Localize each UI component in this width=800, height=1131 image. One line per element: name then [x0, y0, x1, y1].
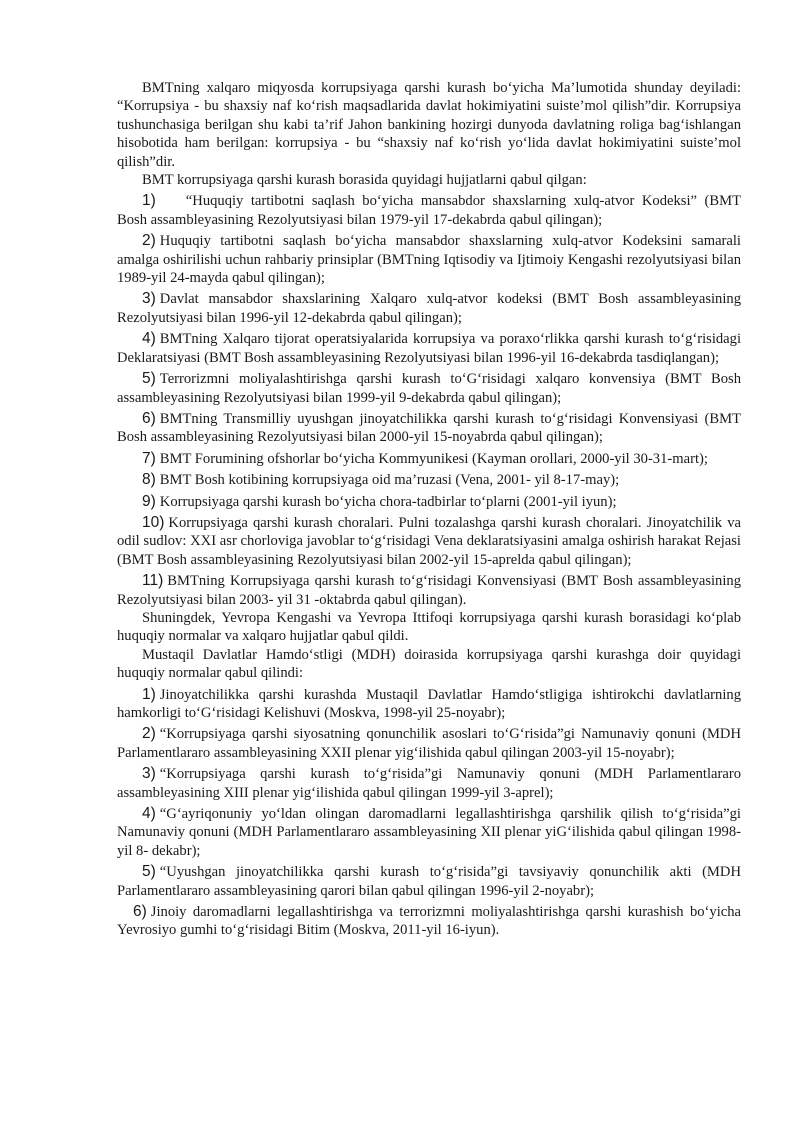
- item-number: 1): [142, 685, 156, 703]
- intro-paragraph-un-list-lead: BMT korrupsiyaga qarshi kurash borasida quyidagi hujjatlarni qabul qilgan:: [142, 172, 587, 189]
- item-text: BMT Bosh kotibining korrupsiyaga oid ma’ruzasi (Vena, 2001- yil 8-17-may);: [159, 472, 620, 489]
- item-number: 7): [142, 449, 156, 467]
- un-document-item: [117, 450, 741, 468]
- paragraph-europe: Shuningdek, Yevropa Kengashi va Yevropa Ittifoqi korrupsiyaga qarshi kurash borasidagi ko‘plab huquqiy normalar va xalqaro hujjatlar qabul qildi.: [117, 609, 741, 645]
- cis-document-item: [117, 903, 741, 940]
- cis-document-item: [117, 805, 741, 860]
- item-text: “G‘ayriqonuniy yo‘ldan olingan daromadlarni legallashtirishga qarshilik qilish to‘g‘risida”gi Namunaviy qonuni (MDH Parlamentlararo assambleyasining XII plenar yiG‘ilishida qabul qilingan 1998-yil 8- dekabr);: [117, 806, 741, 859]
- un-document-item: [117, 370, 741, 407]
- cis-document-item: [117, 686, 741, 723]
- un-document-item: [117, 290, 741, 327]
- item-text: “Korrupsiyaga qarshi kurash to‘g‘risida”gi Namunaviy qonuni (MDH Parlamentlararo assambleyasining XIII plenar yig‘ilishida qabul qilingan 1999-yil 3-aprel);: [117, 766, 741, 801]
- item-number: 2): [142, 725, 156, 743]
- item-number: 9): [142, 492, 156, 510]
- item-number: 8): [142, 471, 156, 489]
- item-number: 4): [142, 330, 156, 348]
- cis-document-item: [117, 765, 741, 802]
- item-text: BMTning Transmilliy uyushgan jinoyatchilikka qarshi kurash to‘g‘risidagi Konvensiyasi (BMT Bosh assambleyasining Rezolyutsiyasi bilan 2000-yil 15-noyabrda qabul qilingan);: [117, 410, 741, 446]
- item-text: “Korrupsiyaga qarshi siyosatning qonunchilik asoslari to‘G‘risida”gi Namunaviy qonuni (MDH Parlamentlararo assambleyasining XXII plenar yig‘ilishida qabul qilingan 2003-yil 15-noyabr);: [117, 726, 741, 761]
- item-text: “Uyushgan jinoyatchilikka qarshi kurash to‘g‘risida”gi tavsiyaviy qonunchilik akti (MDH Parlamentlararo assambleyasining qarori bilan qabul qilingan 1996-yil 2-noyabr);: [117, 864, 741, 899]
- item-text: Jinoyatchilikka qarshi kurashda Mustaqil Davlatlar Hamdo‘stligiga ishtirokchi davlatlarning hamkorligi to‘G‘risidagi Kelishuvi (Moskva, 1998-yil 25-noyabr);: [117, 686, 741, 721]
- item-number: 10): [142, 513, 165, 531]
- un-document-item: [117, 471, 741, 489]
- item-text: Davlat mansabdor shaxslarining Xalqaro xulq-atvor kodeksi (BMT Bosh assambleyasining Rezolyutsiyasi bilan 1996-yil 12-dekabrda qabul qilingan);: [117, 291, 741, 326]
- item-text: Jinoiy daromadlarni legallashtirishga va terrorizmni moliyalashtirishga qarshi kurashish bo‘yicha Yevrosiyo gumhi to‘g‘risidagi Bitim (Moskva, 2011-yil 16-iyun).: [117, 904, 741, 939]
- item-number: 3): [142, 765, 156, 783]
- intro-paragraph-definition: BMTning xalqaro miqyosda korrupsiyaga qarshi kurash bo‘yicha Ma’lumotida shunday deyiladi: “Korrupsiya - bu shaxsiy naf ko‘rish maqsadlarida davlat hokimiyatini suiste’mol qilish”dir. Korrupsiya tushunchasiga berilgan shu kabi ta’rif Jahon bankining hozirgi dunyoda davlatning roliga bag‘ishlangan hisobotida ham berilgan: korrupsiya - bu “shaxsiy naf ko‘rish yo‘lida davlat hokimiyatini suiste’mol qilish”dir.: [117, 80, 741, 170]
- un-document-item: [117, 330, 741, 367]
- item-text: Huquqiy tartibotni saqlash bo‘yicha mansabdor shaxslarning xulq-atvor Kodeksini samarali amalga oshirilishi uchun rahbariy prinsiplar (BMTning Iqtisodiy va Ijtimoiy Kengashi rezolyutsiyasi bilan 1989-yil 24-mayda qabul qilingan);: [117, 233, 741, 287]
- item-text: BMTning Xalqaro tijorat operatsiyalarida korrupsiya va poraxo‘rlikka qarshi kurash to‘g‘risidagi Deklaratsiyasi (BMT Bosh assambleyasining Rezolyutsiyasi bilan 1996-yil 16-dekabrda tasdiqlangan);: [117, 331, 741, 366]
- item-number: 5): [142, 863, 156, 881]
- paragraph-cis-lead: Mustaqil Davlatlar Hamdo‘stligi (MDH) doirasida korrupsiyaga qarshi kurashga doir quyidagi huquqiy normalar qabul qilindi:: [117, 646, 741, 682]
- item-number: 11): [142, 572, 164, 590]
- item-text: “Huquqiy tartibotni saqlash bo‘yicha mansabdor shaxslarning xulq-atvor Kodeksi” (BMT Bosh assambleyasining Rezolyutsiyasi bilan 1979-yil 17-dekabrda qabul qilingan);: [117, 193, 741, 228]
- item-number: 2): [142, 232, 156, 250]
- un-document-item: [117, 514, 741, 569]
- item-text: Korrupsiyaga qarshi kurash choralari. Pulni tozalashga qarshi kurash choralari. Jinoyatchilik va odil sudlov: XXI asr chorloviga javoblar to‘g‘risidagi Vena deklaratsiyasini amalga oshirish harakat Rejasi (BMT Bosh assambleyasining Rezolyutsiyasi bilan 2002-yil 15-aprelda qabul qilingan);: [117, 514, 741, 568]
- item-text: BMT Forumining ofshorlar bo‘yicha Kommyunikesi (Kayman orollari, 2000-yil 30-31-mart);: [159, 450, 708, 467]
- item-number: 3): [142, 290, 156, 308]
- item-number: 5): [142, 370, 156, 388]
- item-text: BMTning Korrupsiyaga qarshi kurash to‘g‘risidagi Konvensiyasi (BMT Bosh assambleyasining Rezolyutsiyasi bilan 2003- yil 31 -oktabrda qabul qilingan).: [117, 573, 741, 608]
- un-document-item: [117, 410, 741, 447]
- item-number: 4): [142, 805, 156, 823]
- un-document-item: [117, 192, 741, 229]
- document-page: [117, 79, 741, 940]
- item-number: 6): [142, 409, 156, 427]
- item-text: Korrupsiyaga qarshi kurash bo‘yicha chora-tadbirlar to‘plarni (2001-yil iyun);: [159, 493, 617, 510]
- item-number: 6): [133, 903, 147, 921]
- un-document-item: [117, 232, 741, 287]
- cis-document-item: [117, 725, 741, 762]
- item-text: Terrorizmni moliyalashtirishga qarshi kurash to‘G‘risidagi xalqaro konvensiya (BMT Bosh assambleyasining Rezolyutsiyasi bilan 1999-yil 9-dekabrda qabul qilingan);: [117, 371, 741, 406]
- item-number: 1): [142, 192, 156, 210]
- un-document-item: [117, 572, 741, 609]
- un-document-item: [117, 493, 741, 511]
- cis-document-item: [117, 863, 741, 900]
